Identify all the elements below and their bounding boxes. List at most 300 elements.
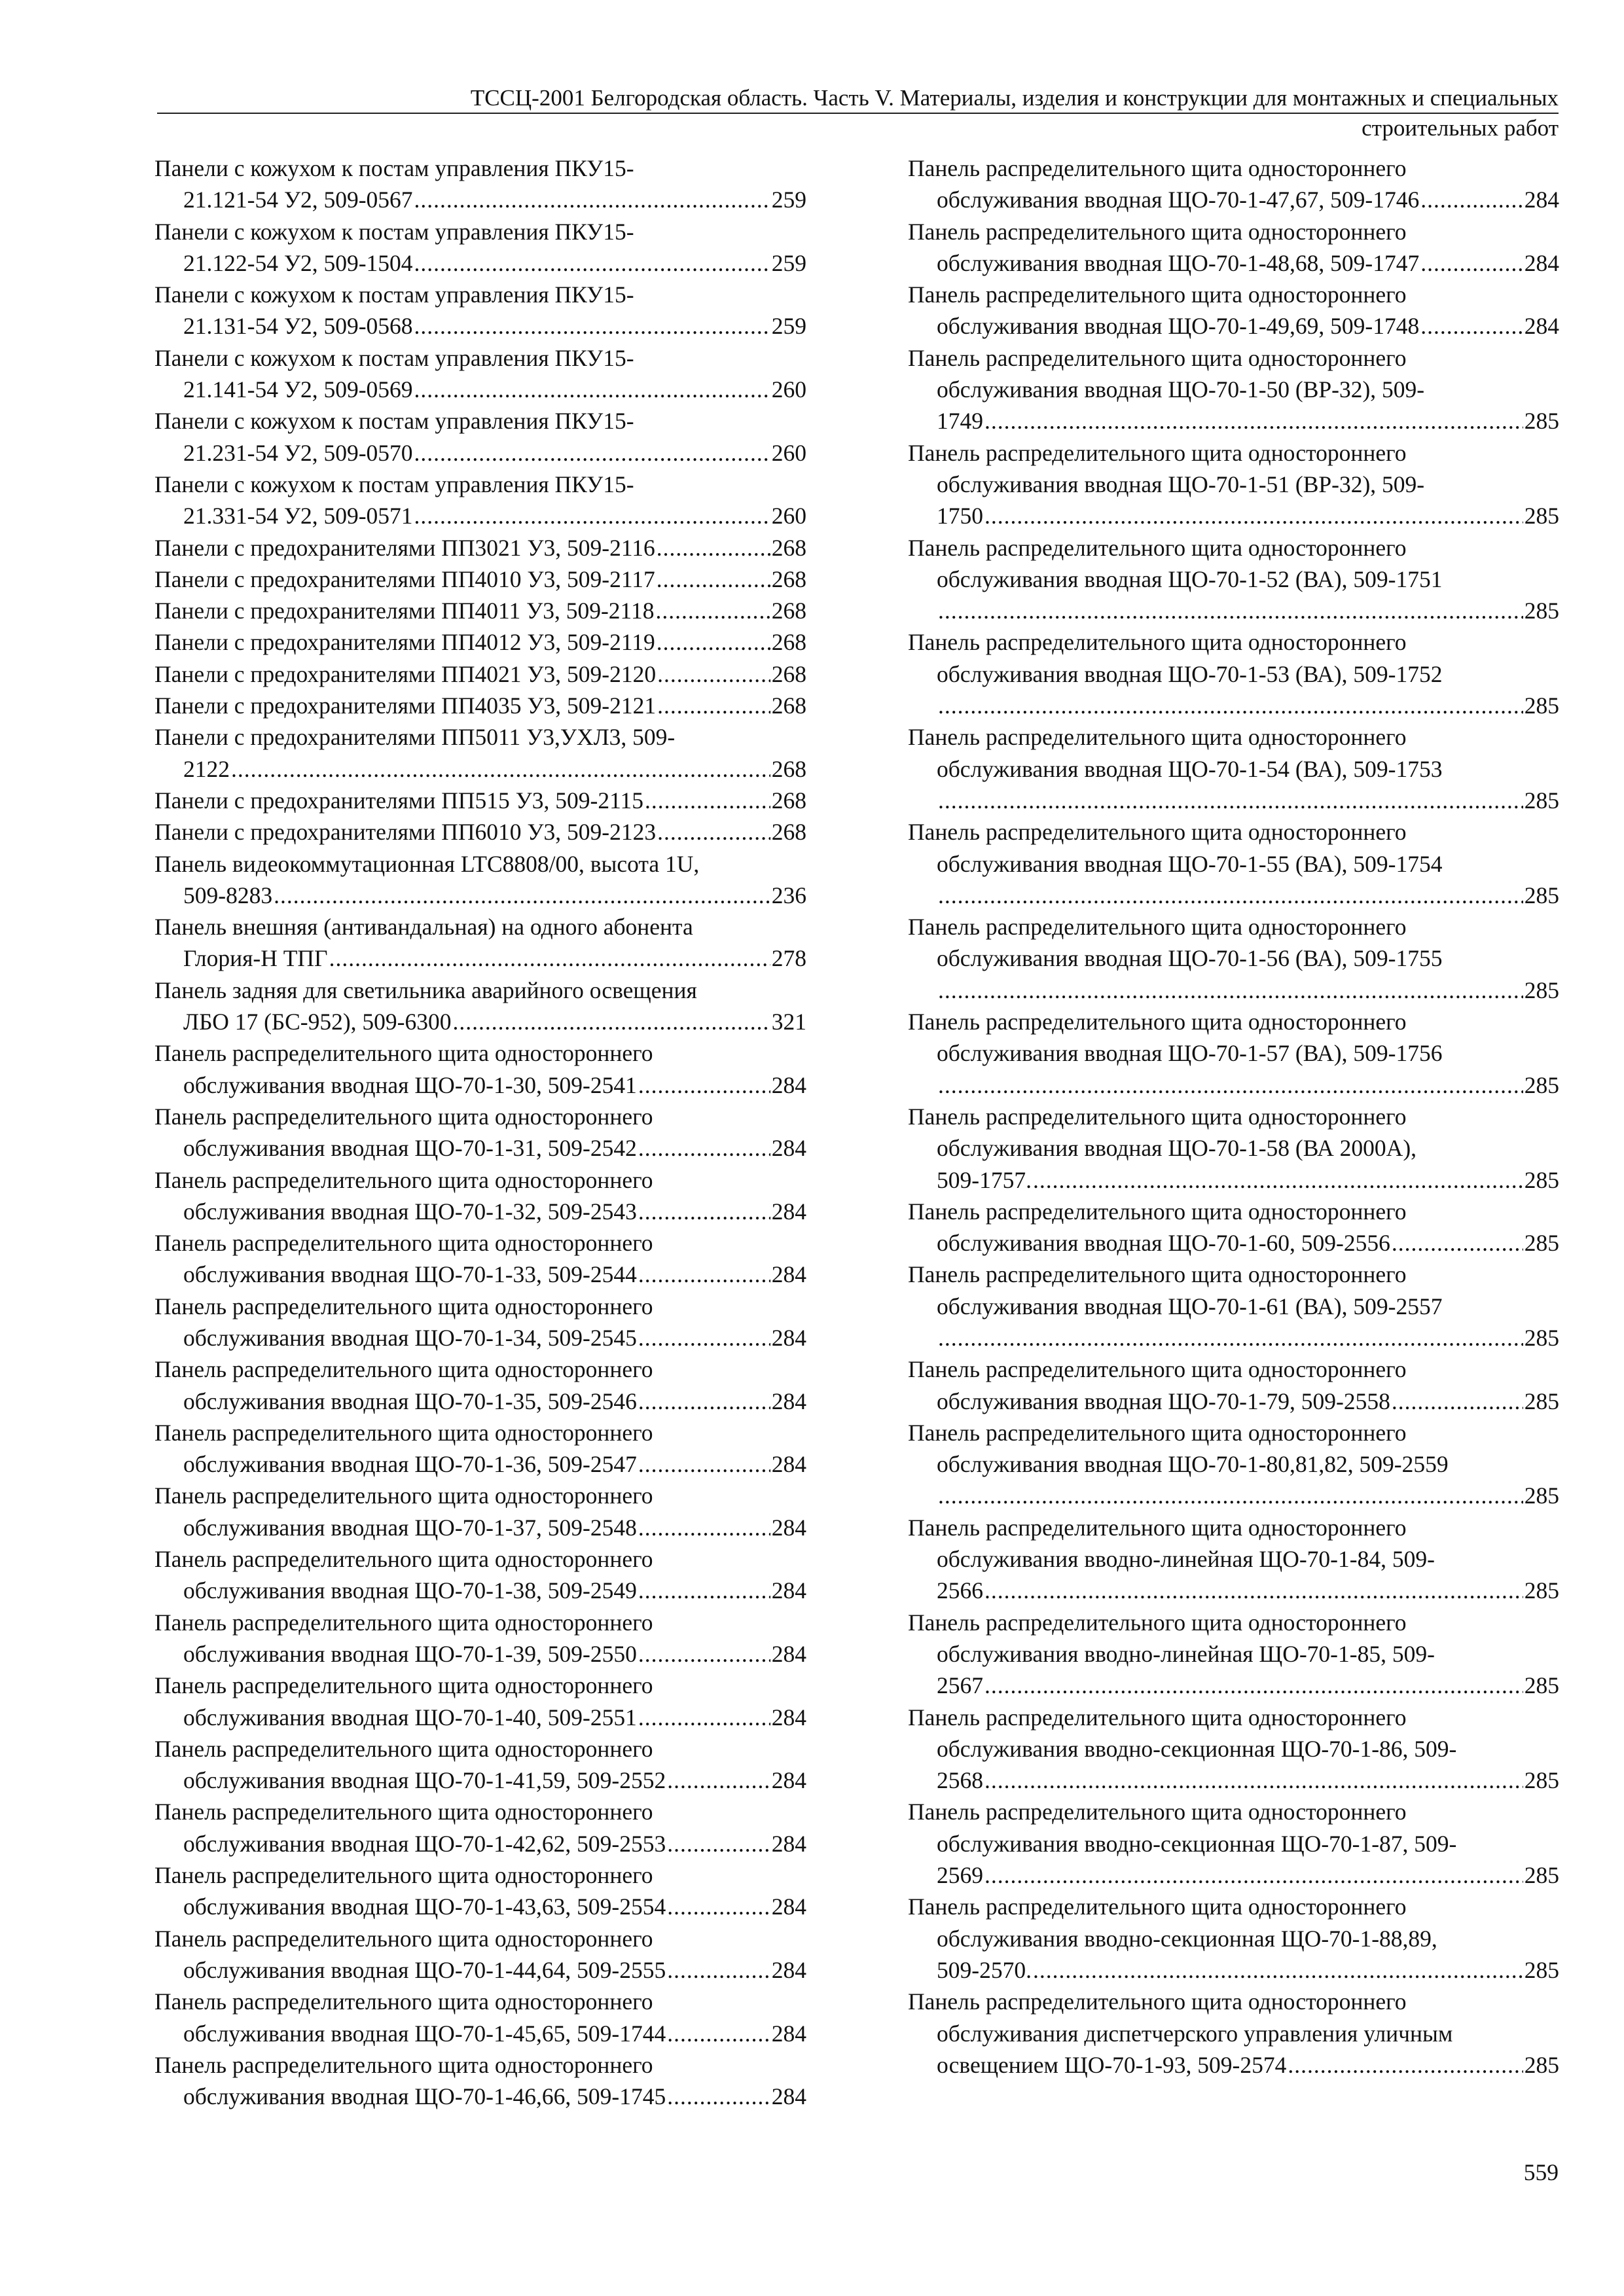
- index-entry-text: Панель распределительного щита одностороннего: [908, 629, 1407, 656]
- index-entry-text: 2566: [937, 1577, 983, 1604]
- index-entry-page: 285: [1524, 1230, 1559, 1257]
- index-entry: [154, 658, 806, 690]
- index-entry: [908, 1702, 1559, 1797]
- index-entry-last-line: [154, 595, 806, 626]
- index-entry-last-line: [154, 2081, 806, 2112]
- index-entry-text: Панель распределительного щита одностороннего: [154, 1735, 653, 1762]
- index-entry-page: 268: [771, 598, 806, 624]
- index-entry-text: Панель распределительного щита одностороннего: [154, 1925, 653, 1952]
- index-column-left: [154, 152, 806, 2112]
- dot-leader: [638, 1069, 770, 1101]
- index-entry-last-line: [154, 816, 806, 848]
- index-entry-text: Панели с предохранителями ПП4011 У3, 509-2118: [154, 598, 655, 624]
- index-entry-text: ЛБО 17 (БС-952), 509-6300: [183, 1009, 452, 1035]
- index-entry-text: обслуживания вводная ЩО-70-1-40, 509-2551: [183, 1704, 637, 1731]
- index-entry: [154, 1796, 806, 1859]
- index-entry-text: Панели с кожухом к постам управления ПКУ15-: [154, 344, 634, 371]
- index-entry-text: обслуживания диспетчерского управления уличным: [937, 2020, 1453, 2047]
- index-entry-text: 21.231-54 У2, 509-0570: [183, 439, 413, 466]
- index-entry-text: обслуживания вводная ЩО-70-1-39, 509-2550: [183, 1640, 637, 1667]
- index-entry-last-line: [154, 1765, 806, 1796]
- dot-leader: [984, 1575, 1523, 1606]
- index-entry: [154, 1101, 806, 1164]
- dot-leader: [231, 753, 770, 785]
- index-entry-text: обслуживания вводно-секционная ЩО-70-1-87, 509-: [937, 1830, 1457, 1857]
- index-entry-last-line: [154, 1702, 806, 1733]
- index-entry: [154, 785, 806, 816]
- index-entry-text: Панели с кожухом к постам управления ПКУ15-: [154, 408, 634, 435]
- index-entry: [908, 911, 1559, 1006]
- index-entry-text: Панель распределительного щита одностороннего: [908, 534, 1407, 561]
- dot-leader: [638, 1575, 770, 1606]
- index-entry: [154, 1291, 806, 1354]
- index-entry-page: 284: [771, 1956, 806, 1983]
- dot-leader: [938, 595, 1523, 626]
- dot-leader: [414, 247, 770, 279]
- index-entry-last-line: [154, 374, 806, 405]
- index-entry: [154, 848, 806, 912]
- index-entry-text: Панель распределительного щита одностороннего: [154, 1103, 653, 1130]
- index-entry-page: 284: [771, 1071, 806, 1098]
- index-entry: [154, 1227, 806, 1291]
- header-title-continuation: строительных работ: [1362, 115, 1559, 141]
- dot-leader: [638, 1322, 770, 1354]
- index-entry-page: 285: [1524, 787, 1559, 814]
- dot-leader: [645, 785, 770, 816]
- index-column-right: [908, 152, 1559, 2081]
- index-entry-text: Панель распределительного щита одностороннего: [908, 1198, 1407, 1225]
- index-entry-page: 284: [1524, 187, 1559, 213]
- index-entry-last-line: [154, 184, 806, 215]
- index-entry-text: Панели с кожухом к постам управления ПКУ15-: [154, 281, 634, 308]
- index-entry-text: Панели с предохранителями ПП4021 У3, 509-2120: [154, 660, 657, 687]
- index-entry: [908, 1986, 1559, 2081]
- index-entry-page: 284: [771, 1893, 806, 1920]
- index-entry: [154, 1480, 806, 1543]
- index-entry-text: 509-2570.: [937, 1956, 1032, 1983]
- dot-leader: [938, 1480, 1523, 1511]
- index-entry-page: 259: [771, 313, 806, 340]
- index-entry-page: 285: [1524, 1166, 1559, 1193]
- index-entry-text: Панель внешняя (антивандальная) на одного абонента: [154, 914, 693, 941]
- index-entry-page: 285: [1524, 1672, 1559, 1699]
- index-entry: [908, 1101, 1559, 1196]
- index-entry-last-line: [908, 500, 1559, 531]
- index-entry-text: освещением ЩО-70-1-93, 509-2574: [937, 2051, 1287, 2078]
- index-entry-text: Панели с предохранителями ПП4010 У3, 509-2117: [154, 565, 655, 592]
- index-entry-page: 268: [771, 565, 806, 592]
- index-entry-last-line: [154, 1512, 806, 1543]
- index-entry-last-line: [154, 785, 806, 816]
- index-entry-last-line: [154, 310, 806, 342]
- index-entry-text: 2569: [937, 1862, 983, 1889]
- index-entry-last-line: [154, 1448, 806, 1480]
- index-entry-text: Панель распределительного щита одностороннего: [154, 1040, 653, 1067]
- index-entry-text: Панель распределительного щита одностороннего: [154, 1672, 653, 1699]
- page-number: 559: [1523, 2159, 1559, 2185]
- index-entry: [154, 216, 806, 279]
- index-entry-text: обслуживания вводная ЩО-70-1-50 (ВР-32), 509-: [937, 376, 1425, 403]
- index-entry: [908, 1006, 1559, 1101]
- index-entry: [154, 1923, 806, 1986]
- index-entry: [154, 816, 806, 848]
- index-entry-last-line: [154, 1954, 806, 1986]
- dot-leader: [984, 1670, 1523, 1701]
- index-entry: [154, 975, 806, 1038]
- index-entry-text: Панель распределительного щита одностороннего: [908, 218, 1407, 245]
- index-entry: [154, 1164, 806, 1228]
- dot-leader: [638, 1132, 770, 1164]
- index-entry-last-line: [154, 1891, 806, 1922]
- index-entry-text: обслуживания вводно-линейная ЩО-70-1-84, 509-: [937, 1546, 1435, 1573]
- dot-leader: [638, 1386, 770, 1417]
- dot-leader: [638, 1702, 770, 1733]
- index-entry-page: 285: [1524, 2051, 1559, 2078]
- index-entry: [154, 469, 806, 532]
- index-entry-last-line: [908, 1164, 1559, 1196]
- dot-leader: [938, 690, 1523, 721]
- dot-leader: [1420, 184, 1523, 215]
- index-entry-text: обслуживания вводно-линейная ЩО-70-1-85, 509-: [937, 1640, 1435, 1667]
- index-entry-page: 268: [771, 755, 806, 782]
- index-entry-page: 284: [771, 1640, 806, 1667]
- dot-leader: [657, 532, 770, 564]
- index-entry: [154, 1859, 806, 1923]
- index-entry-text: обслуживания вводная ЩО-70-1-42,62, 509-2553: [183, 1830, 666, 1857]
- dot-leader: [1288, 2049, 1523, 2081]
- index-entry-text: Панель распределительного щита одностороннего: [908, 914, 1407, 941]
- index-entry-text: Панель распределительного щита одностороннего: [908, 1799, 1407, 1825]
- index-entry-text: обслуживания вводная ЩО-70-1-49,69, 509-1748: [937, 313, 1420, 340]
- dot-leader: [452, 1006, 770, 1037]
- index-entry-last-line: [908, 1575, 1559, 1606]
- index-entry-page: 285: [1524, 1324, 1559, 1351]
- dot-leader: [638, 1448, 770, 1480]
- dot-leader: [984, 500, 1523, 531]
- index-entry-text: Панели с предохранителями ПП6010 У3, 509-2123: [154, 819, 657, 846]
- index-entry-text: обслуживания вводная ЩО-70-1-54 (ВА), 509-1753: [937, 755, 1443, 782]
- index-entry: [154, 2049, 806, 2113]
- dot-leader: [1392, 1227, 1523, 1259]
- index-entry-text: обслуживания вводная ЩО-70-1-32, 509-2543: [183, 1198, 637, 1225]
- index-entry-text: Панель распределительного щита одностороннего: [908, 439, 1407, 466]
- dot-leader: [667, 1891, 770, 1922]
- index-entry-page: 284: [771, 1514, 806, 1541]
- dot-leader: [938, 975, 1523, 1006]
- dot-leader: [667, 2081, 770, 2112]
- dot-leader: [1420, 310, 1523, 342]
- index-entry-page: 284: [771, 1261, 806, 1288]
- index-entry-text: 21.331-54 У2, 509-0571: [183, 503, 413, 529]
- index-entry-text: обслуживания вводно-секционная ЩО-70-1-88,89,: [937, 1925, 1437, 1952]
- index-entry-text: обслуживания вводная ЩО-70-1-51 (ВР-32), 509-: [937, 471, 1425, 497]
- index-entry-text: Панель распределительного щита одностороннего: [908, 724, 1407, 751]
- index-entry-last-line: [154, 880, 806, 911]
- dot-leader: [657, 626, 770, 658]
- index-entry-last-line: [154, 1322, 806, 1354]
- index-entry-last-line: [908, 1480, 1559, 1511]
- index-entry: [154, 626, 806, 658]
- index-entry-page: 285: [1524, 882, 1559, 908]
- index-entry-page: 284: [771, 2020, 806, 2047]
- index-entry-last-line: [154, 1259, 806, 1290]
- index-entry-page: 284: [771, 1388, 806, 1414]
- dot-leader: [657, 690, 770, 721]
- index-entry-page: 284: [771, 1198, 806, 1225]
- index-entry-last-line: [154, 753, 806, 785]
- index-entry-text: Панели с кожухом к постам управления ПКУ15-: [154, 155, 634, 181]
- index-entry-text: 21.131-54 У2, 509-0568: [183, 313, 413, 340]
- index-entry-page: 285: [1524, 1577, 1559, 1604]
- index-entry-last-line: [908, 1670, 1559, 1701]
- index-entry-text: обслуживания вводная ЩО-70-1-47,67, 509-1746: [937, 187, 1420, 213]
- index-entry-text: Панель распределительного щита одностороннего: [908, 1704, 1407, 1731]
- index-entry-text: обслуживания вводная ЩО-70-1-43,63, 509-2554: [183, 1893, 666, 1920]
- index-entry-text: Панель распределительного щита одностороннего: [154, 1862, 653, 1889]
- index-entry: [154, 595, 806, 626]
- index-entry-page: 284: [1524, 249, 1559, 276]
- index-entry-text: Панели с предохранителями ПП4035 У3, 509-2121: [154, 692, 657, 719]
- index-entry-text: Панель распределительного щита одностороннего: [908, 1009, 1407, 1035]
- index-entry-text: Панель распределительного щита одностороннего: [154, 2051, 653, 2078]
- dot-leader: [938, 1322, 1523, 1354]
- index-entry-text: 1749: [937, 408, 983, 435]
- dot-leader: [638, 1638, 770, 1670]
- index-entry-text: обслуживания вводная ЩО-70-1-44,64, 509-2555: [183, 1956, 666, 1983]
- header-title: ТССЦ-2001 Белгородская область. Часть V. Материалы, изделия и конструкции для монтажных и специальных: [470, 85, 1559, 111]
- index-entry: [154, 1417, 806, 1480]
- index-entry: [908, 816, 1559, 911]
- index-entry: [154, 279, 806, 342]
- dot-leader: [938, 880, 1523, 911]
- index-entry: [908, 342, 1559, 437]
- index-entry-text: обслуживания вводная ЩО-70-1-36, 509-2547: [183, 1451, 637, 1478]
- dot-leader: [984, 405, 1523, 437]
- index-entry-last-line: [154, 1575, 806, 1606]
- index-entry-text: обслуживания вводно-секционная ЩО-70-1-86, 509-: [937, 1735, 1457, 1762]
- dot-leader: [414, 374, 770, 405]
- index-entry-page: 285: [1524, 1956, 1559, 1983]
- index-entry-last-line: [154, 690, 806, 721]
- index-entry-page: 284: [771, 1451, 806, 1478]
- index-entry-last-line: [908, 1954, 1559, 1986]
- index-entry: [154, 1607, 806, 1670]
- index-entry-text: Панель распределительного щита одностороннего: [154, 1356, 653, 1383]
- index-entry: [908, 1259, 1559, 1354]
- index-entry: [908, 279, 1559, 342]
- index-entry-page: 285: [1524, 408, 1559, 435]
- index-entry-last-line: [908, 975, 1559, 1006]
- index-entry-page: 285: [1524, 977, 1559, 1003]
- index-entry: [908, 532, 1559, 627]
- index-entry-page: 285: [1524, 1482, 1559, 1509]
- index-entry-last-line: [908, 595, 1559, 626]
- index-entry: [908, 1417, 1559, 1512]
- dot-leader: [938, 785, 1523, 816]
- index-entry-text: обслуживания вводная ЩО-70-1-56 (ВА), 509-1755: [937, 945, 1443, 972]
- index-entry-page: 236: [771, 882, 806, 908]
- index-entry: [154, 1733, 806, 1797]
- index-entry-last-line: [908, 405, 1559, 437]
- index-entry: [154, 1037, 806, 1101]
- index-entry-last-line: [908, 2049, 1559, 2081]
- index-entry-text: обслуживания вводная ЩО-70-1-52 (ВА), 509-1751: [937, 565, 1443, 592]
- index-entry-last-line: [908, 247, 1559, 279]
- index-entry-page: 284: [1524, 313, 1559, 340]
- index-entry-text: Панель распределительного щита одностороннего: [154, 1166, 653, 1193]
- index-entry-text: обслуживания вводная ЩО-70-1-80,81,82, 509-2559: [937, 1451, 1449, 1478]
- index-entry-text: Глория-Н ТПГ: [183, 945, 328, 972]
- index-entry-last-line: [908, 1765, 1559, 1796]
- index-entry: [154, 532, 806, 564]
- index-entry: [908, 721, 1559, 816]
- index-entry-page: 268: [771, 660, 806, 687]
- index-entry: [908, 1196, 1559, 1259]
- dot-leader: [274, 880, 770, 911]
- index-entry: [154, 1354, 806, 1417]
- dot-leader: [638, 1512, 770, 1543]
- index-entry-last-line: [154, 658, 806, 690]
- index-entry-text: Панель распределительного щита одностороннего: [154, 1482, 653, 1509]
- index-entry-last-line: [908, 785, 1559, 816]
- index-entry: [908, 216, 1559, 279]
- dot-leader: [938, 1069, 1523, 1101]
- index-entry: [154, 1543, 806, 1607]
- dot-leader: [414, 500, 770, 531]
- index-entry-text: 21.141-54 У2, 509-0569: [183, 376, 413, 403]
- index-entry-text: Панель распределительного щита одностороннего: [908, 1261, 1407, 1288]
- index-entry-text: 21.122-54 У2, 509-1504: [183, 249, 413, 276]
- index-entry: [908, 1796, 1559, 1891]
- index-entry-page: 268: [771, 629, 806, 656]
- dot-leader: [414, 184, 770, 215]
- index-entry-text: Панель распределительного щита одностороннего: [154, 1230, 653, 1257]
- index-entry: [908, 1607, 1559, 1702]
- index-entry-last-line: [154, 247, 806, 279]
- dot-leader: [1392, 1386, 1523, 1417]
- index-entry: [908, 1891, 1559, 1986]
- index-entry: [908, 152, 1559, 216]
- index-entry-page: 259: [771, 249, 806, 276]
- index-entry-last-line: [908, 880, 1559, 911]
- index-entry-page: 284: [771, 1135, 806, 1162]
- index-entry: [908, 626, 1559, 721]
- index-entry-text: Панель видеокоммутационная LTC8808/00, высота 1U,: [154, 850, 700, 877]
- index-entry-page: 268: [771, 692, 806, 719]
- index-entry-last-line: [154, 1386, 806, 1417]
- index-entry-page: 284: [771, 2083, 806, 2110]
- index-entry-text: обслуживания вводная ЩО-70-1-79, 509-2558: [937, 1388, 1390, 1414]
- index-entry-text: Панель распределительного щита одностороннего: [154, 1988, 653, 2015]
- index-entry: [154, 690, 806, 721]
- index-entry-page: 260: [771, 439, 806, 466]
- index-entry-text: 21.121-54 У2, 509-0567: [183, 187, 413, 213]
- index-entry-last-line: [908, 1322, 1559, 1354]
- index-entry-text: 2122: [183, 755, 230, 782]
- index-entry-last-line: [154, 1132, 806, 1164]
- index-entry-page: 268: [771, 819, 806, 846]
- index-entry-text: 509-8283: [183, 882, 273, 908]
- index-entry-text: обслуживания вводная ЩО-70-1-46,66, 509-1745: [183, 2083, 666, 2110]
- index-entry-text: Панели с предохранителями ПП5011 У3,УХЛ3, 509-: [154, 724, 676, 751]
- dot-leader: [984, 1765, 1523, 1796]
- index-entry: [154, 405, 806, 469]
- index-entry-last-line: [908, 1227, 1559, 1259]
- index-entry-page: 284: [771, 1324, 806, 1351]
- index-entry-last-line: [154, 1006, 806, 1037]
- index-entry-last-line: [154, 626, 806, 658]
- index-entry-page: 285: [1524, 692, 1559, 719]
- index-entry-text: Панель распределительного щита одностороннего: [908, 1893, 1407, 1920]
- index-entry: [908, 437, 1559, 532]
- index-entry-page: 278: [771, 945, 806, 972]
- index-entry-last-line: [908, 690, 1559, 721]
- index-entry-text: Панели с предохранителями ПП4012 У3, 509-2119: [154, 629, 655, 656]
- index-entry-last-line: [908, 1069, 1559, 1101]
- index-entry-text: обслуживания вводная ЩО-70-1-33, 509-2544: [183, 1261, 637, 1288]
- index-entry-text: обслуживания вводная ЩО-70-1-45,65, 509-1744: [183, 2020, 666, 2047]
- dot-leader: [657, 658, 770, 690]
- index-entry-last-line: [154, 532, 806, 564]
- index-entry-text: Панель распределительного щита одностороннего: [908, 1988, 1407, 2015]
- index-entry-text: Панели с кожухом к постам управления ПКУ15-: [154, 471, 634, 497]
- index-entry-text: 2568: [937, 1767, 983, 1794]
- index-entry-last-line: [154, 2018, 806, 2049]
- dot-leader: [1420, 247, 1523, 279]
- index-entry-text: Панель распределительного щита одностороннего: [154, 1293, 653, 1319]
- index-entry: [154, 152, 806, 216]
- index-entry-text: обслуживания вводная ЩО-70-1-60, 509-2556: [937, 1230, 1390, 1257]
- dot-leader: [414, 310, 770, 342]
- index-entry-last-line: [908, 1386, 1559, 1417]
- index-entry-last-line: [908, 1859, 1559, 1891]
- index-entry-text: обслуживания вводная ЩО-70-1-53 (ВА), 509-1752: [937, 660, 1443, 687]
- index-entry-last-line: [154, 1828, 806, 1859]
- dot-leader: [984, 1859, 1523, 1891]
- index-entry-text: Панель распределительного щита одностороннего: [908, 155, 1407, 181]
- index-entry-page: 285: [1524, 1862, 1559, 1889]
- index-entry: [154, 911, 806, 975]
- index-entry: [908, 1512, 1559, 1607]
- index-entry-text: Панели с предохранителями ПП515 У3, 509-2115: [154, 787, 644, 814]
- index-entry-page: 284: [771, 1830, 806, 1857]
- index-entry-text: обслуживания вводная ЩО-70-1-58 (ВА 2000А),: [937, 1135, 1417, 1162]
- dot-leader: [657, 564, 770, 595]
- index-entry-page: 285: [1524, 598, 1559, 624]
- index-entry-text: Панель распределительного щита одностороннего: [908, 1103, 1407, 1130]
- dot-leader: [655, 595, 770, 626]
- index-entry: [154, 564, 806, 595]
- dot-leader: [414, 437, 770, 469]
- index-entry-text: обслуживания вводная ЩО-70-1-34, 509-2545: [183, 1324, 637, 1351]
- index-entry-text: Панель распределительного щита одностороннего: [908, 344, 1407, 371]
- dot-leader: [667, 1765, 770, 1796]
- index-entry-text: Панель распределительного щита одностороннего: [908, 1356, 1407, 1383]
- index-entry-page: 285: [1524, 1767, 1559, 1794]
- index-entry: [154, 721, 806, 785]
- index-entry-text: обслуживания вводная ЩО-70-1-38, 509-2549: [183, 1577, 637, 1604]
- index-entry-page: 260: [771, 503, 806, 529]
- index-entry-page: 268: [771, 787, 806, 814]
- dot-leader: [1033, 1164, 1523, 1196]
- index-entry-page: 268: [771, 534, 806, 561]
- index-entry-text: Панель распределительного щита одностороннего: [908, 1514, 1407, 1541]
- index-entry: [154, 1670, 806, 1733]
- dot-leader: [657, 816, 770, 848]
- index-entry-text: обслуживания вводная ЩО-70-1-41,59, 509-2552: [183, 1767, 666, 1794]
- index-entry-last-line: [154, 564, 806, 595]
- index-entry: [154, 342, 806, 406]
